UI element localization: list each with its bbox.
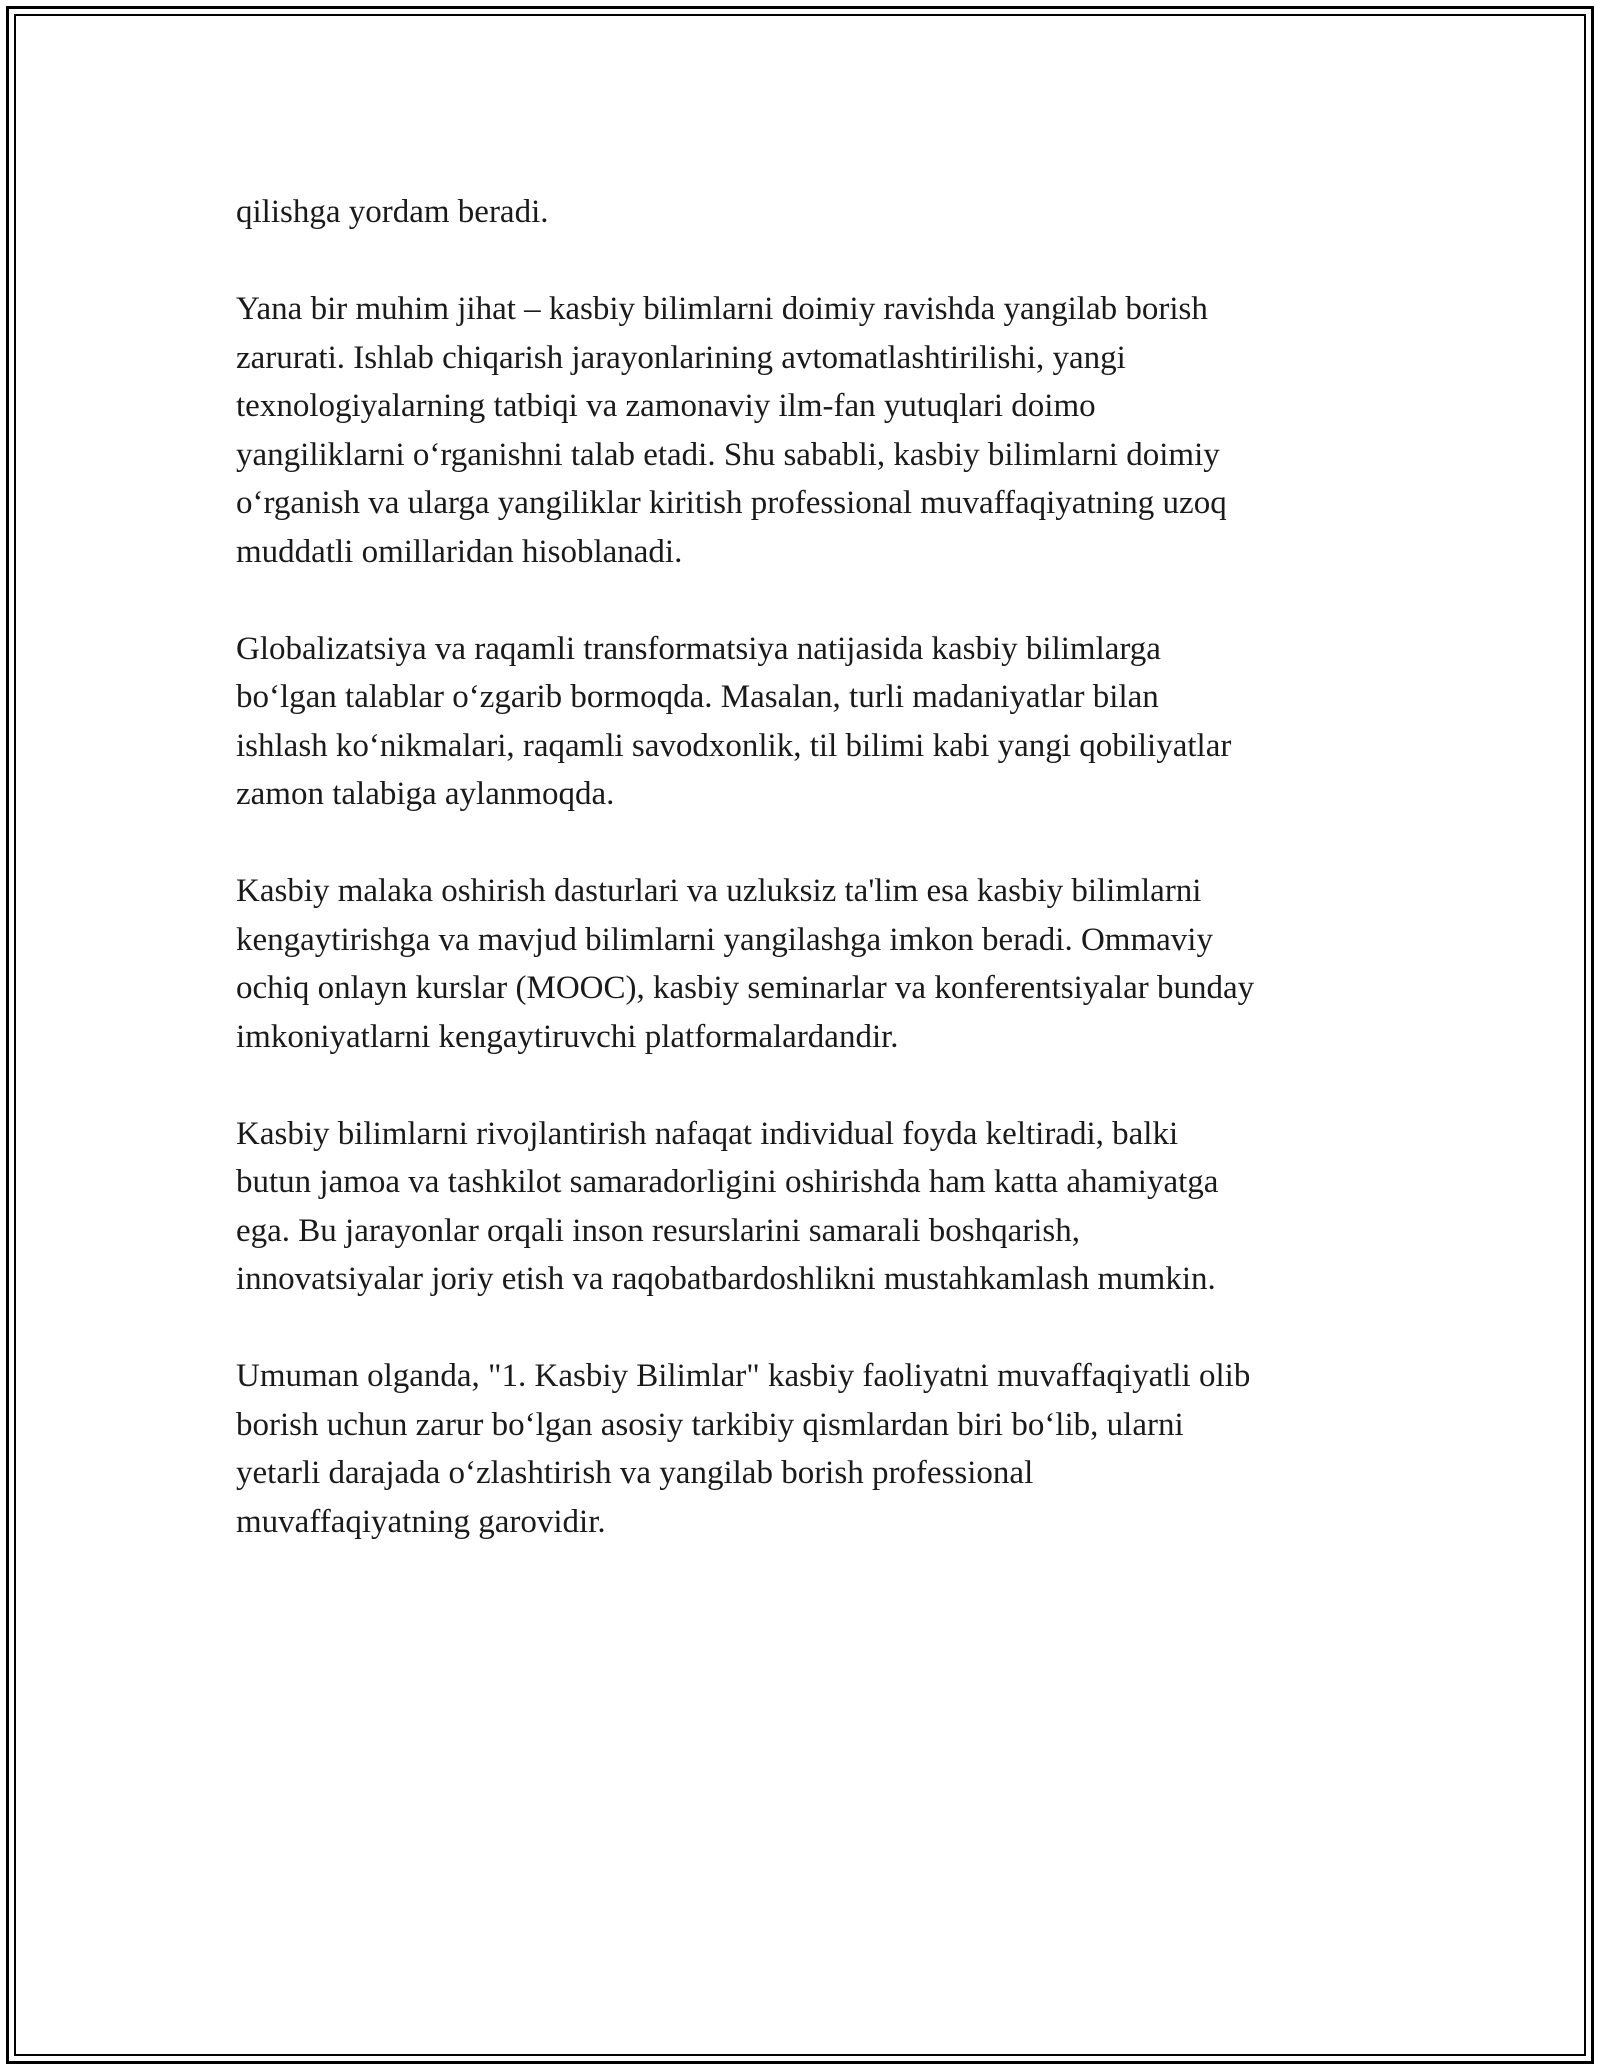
text-line: kengaytirishga va mavjud bilimlarni yangilashga imkon beradi. Ommaviy: [236, 921, 1213, 958]
text-line: innovatsiyalar joriy etish va raqobatbardoshlikni mustahkamlash mumkin.: [236, 1261, 1216, 1297]
text-line: butun jamoa va tashkilot samaradorligini oshirishda ham katta ahamiyatga: [236, 1164, 1219, 1200]
text-line: Globalizatsiya va raqamli transformatsiya natijasida kasbiy bilimlarga: [236, 630, 1161, 667]
text-line: ishlash koʻnikmalari, raqamli savodxonlik, til bilimi kabi yangi qobiliyatlar: [236, 727, 1232, 764]
text-line: muvaffaqiyatning garovidir.: [236, 1503, 606, 1540]
text-line: imkoniyatlarni kengaytiruvchi platformalardandir.: [236, 1018, 899, 1055]
paragraph-5: [236, 1110, 1386, 1304]
paragraph-2: [236, 285, 1386, 576]
paragraph-3: [236, 625, 1386, 819]
text-line: yetarli darajada oʻzlashtirish va yangilab borish professional: [236, 1455, 1034, 1491]
paragraph-4: [236, 867, 1386, 1061]
text-line: zamon talabiga aylanmoqda.: [236, 776, 615, 812]
text-line: Yana bir muhim jihat – kasbiy bilimlarni doimiy ravishda yangilab borish: [236, 291, 1208, 327]
text-line: qilishga yordam beradi.: [236, 194, 549, 230]
text-line: Kasbiy bilimlarni rivojlantirish nafaqat individual foyda keltiradi, balki: [236, 1115, 1179, 1152]
text-line: ochiq onlayn kurslar (MOOC), kasbiy seminarlar va konferentsiyalar bunday: [236, 970, 1255, 1006]
text-line: muddatli omillaridan hisoblanadi.: [236, 533, 683, 570]
text-line: ega. Bu jarayonlar orqali inson resurslarini samarali boshqarish,: [236, 1212, 1081, 1249]
paragraph-6: [236, 1352, 1386, 1546]
text-line: Kasbiy malaka oshirish dasturlari va uzluksiz ta'lim esa kasbiy bilimlarni: [236, 873, 1202, 909]
text-line: Umuman olganda, "1. Kasbiy Bilimlar" kasbiy faoliyatni muvaffaqiyatli olib: [236, 1358, 1251, 1394]
document-body: [236, 188, 1386, 1595]
text-line: zarurati. Ishlab chiqarish jarayonlarining avtomatlashtirilishi, yangi: [236, 339, 1126, 376]
text-line: texnologiyalarning tatbiqi va zamonaviy ilm-fan yutuqlari doimo: [236, 388, 1096, 424]
text-line: borish uchun zarur boʻlgan asosiy tarkibiy qismlardan biri boʻlib, ularni: [236, 1406, 1184, 1443]
text-line: yangiliklarni oʻrganishni talab etadi. Shu sababli, kasbiy bilimlarni doimiy: [236, 436, 1220, 473]
text-line: boʻlgan talablar oʻzgarib bormoqda. Masalan, turli madaniyatlar bilan: [236, 679, 1159, 715]
text-line: oʻrganish va ularga yangiliklar kiritish professional muvaffaqiyatning uzoq: [236, 485, 1227, 521]
paragraph-1: [236, 188, 1386, 237]
